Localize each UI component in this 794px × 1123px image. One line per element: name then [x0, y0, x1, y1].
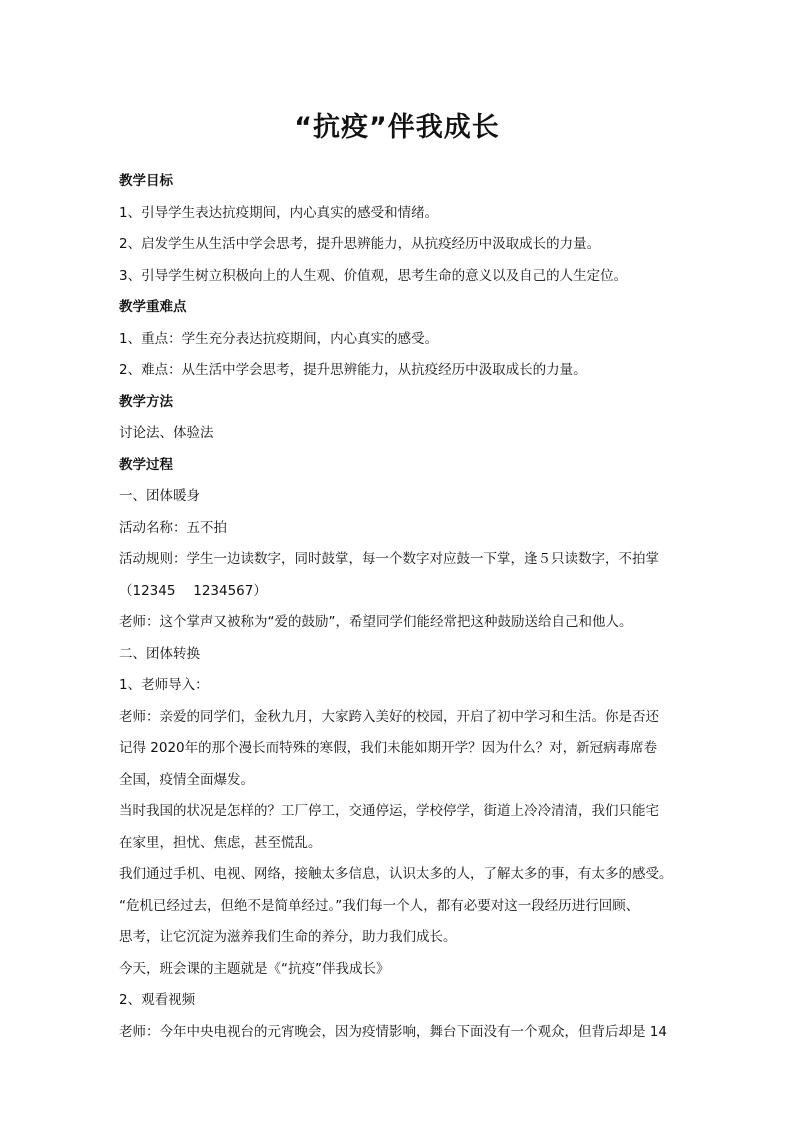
paragraph-line: 讨论法、体验法: [119, 425, 214, 441]
paragraph-line: 2、难点：从生活中学会思考，提升思辨能力，从抗疫经历中汲取成长的力量。: [119, 362, 587, 378]
section-heading-key-points: 教学重难点: [119, 299, 187, 315]
paragraph-line: 3、引导学生树立积极向上的人生观、价值观，思考生命的意义以及自己的人生定位。: [119, 267, 628, 284]
paragraph-line: 今天，班会课的主题就是《“抗疫”伴我成长》: [119, 960, 390, 977]
paragraph-line: 我们通过手机、电视、网络，接触太多信息，认识太多的人，了解太多的事，有太多的感受。: [119, 866, 673, 882]
section-heading-objectives: 教学目标: [119, 173, 173, 189]
paragraph-line: 当时我国的状况是怎样的？工厂停工，交通停运，学校停学，街道上冷冷清清，我们只能宅: [119, 803, 659, 819]
section-heading-methods: 教学方法: [119, 393, 173, 410]
paragraph-line: 2、观看视频: [119, 992, 196, 1008]
paragraph-line: 在家里，担忧、焦虑，甚至慌乱。: [119, 834, 322, 851]
paragraph-line: 思考，让它沉淀为滋养我们生命的养分，助力我们成长。: [119, 929, 457, 945]
paragraph-line: 活动名称：五不拍: [119, 519, 227, 536]
paragraph-line: 1、引导学生表达抗疫期间，内心真实的感受和情绪。: [119, 204, 439, 221]
paragraph-line: 2、启发学生从生活中学会思考，提升思辨能力，从抗疫经历中汲取成长的力量。: [119, 236, 601, 252]
paragraph-line: 1、老师导入：: [119, 677, 209, 693]
paragraph-line: 二、团体转换: [119, 645, 200, 662]
paragraph-line: （12345 1234567）: [119, 582, 267, 599]
paragraph-line: 老师：今年中央电视台的元宵晚会，因为疫情影响，舞台下面没有一个观众，但背后却是 14: [119, 1023, 667, 1040]
paragraph-line: 老师：这个掌声又被称为“爱的鼓励”，希望同学们能经常把这种鼓励送给自己和他人。: [119, 614, 633, 630]
paragraph-line: 老师：亲爱的同学们，金秋九月，大家跨入美好的校园，开启了初中学习和生活。你是否还: [119, 708, 659, 725]
paragraph-line: 记得 2020年的那个漫长而特殊的寒假，我们未能如期开学？因为什么？对，新冠病毒席卷: [119, 740, 658, 756]
paragraph-line: 1、重点：学生充分表达抗疫期间，内心真实的感受。: [119, 330, 439, 347]
paragraph-line: 活动规则：学生一边读数字，同时鼓掌，每一个数字对应鼓一下掌，逢５只读数字，不拍掌: [119, 551, 659, 567]
section-heading-process: 教学过程: [119, 456, 173, 473]
paragraph-line: 全国，疫情全面爆发。: [119, 771, 254, 788]
paragraph-line: “危机已经过去，但绝不是简单经过。”我们每一个人，都有必要对这一段经历进行回顾、: [119, 897, 640, 914]
document-title: “抗疫”伴我成长: [294, 112, 500, 143]
paragraph-line: 一、团体暖身: [119, 488, 200, 504]
document-body: [119, 166, 677, 1048]
